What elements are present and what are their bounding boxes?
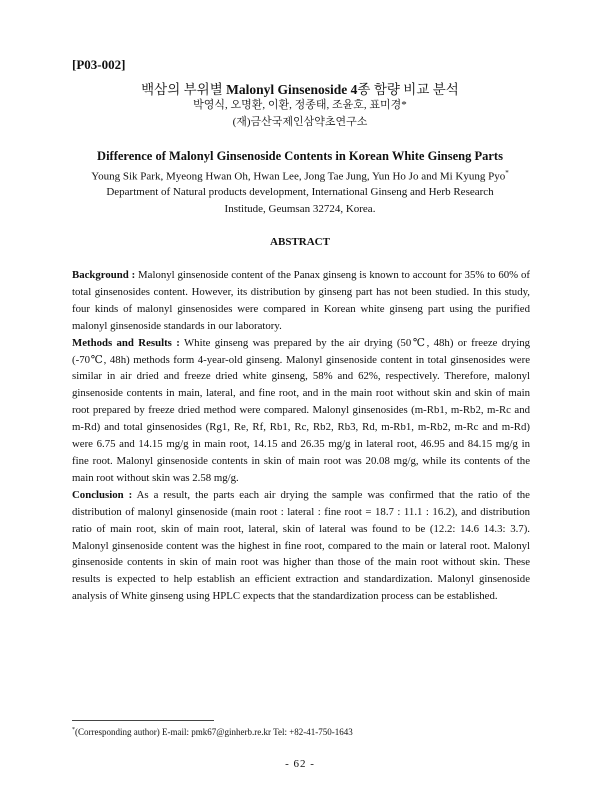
footnote-text: (Corresponding author) E-mail: pmk67@ginherb.re.kr Tel: +82-41-750-1643 xyxy=(75,727,353,737)
footnote xyxy=(72,727,353,737)
background-label: Background : xyxy=(72,269,136,281)
background-paragraph xyxy=(72,267,530,335)
english-affiliation-line2: Institude, Geumsan 32724, Korea. xyxy=(224,203,376,215)
conclusion-paragraph xyxy=(72,487,530,605)
conclusion-text: As a result, the parts each air drying the sample was confirmed that the ratio of the distribution of malonyl ginsenoside (main root : lateral : fine root = 18.7 : 11.1 : 16.2), and distribution ratio of main root, skin of main root, lateral, skin of lateral was found to be (12.2: 14.6 14.3: 3.7). Malonyl ginsenoside content was the highest in fine root, compared to the main or lateral root. Malonyl ginsenoside contents in skin of main root was higher than those of the main root without skin. These results is expected to help establish an efficient extraction and standardization. Malonyl ginsenoside analysis of White ginseng using HPLC expects that the standardization process can be established. xyxy=(72,488,530,603)
poster-code: [P03-002] xyxy=(72,57,126,72)
methods-label: Methods and Results : xyxy=(72,336,180,349)
english-title: Difference of Malonyl Ginsenoside Contents in Korean White Ginseng Parts xyxy=(97,149,503,163)
english-affiliation-line1: Department of Natural products development, International Ginseng and Herb Research xyxy=(106,186,494,198)
korean-title-pre: 백삼의 부위별 xyxy=(141,82,227,97)
korean-title xyxy=(0,78,600,98)
korean-title-bold: Malonyl Ginsenoside 4 xyxy=(226,82,358,97)
abstract-body xyxy=(72,267,530,605)
corresponding-mark: * xyxy=(505,169,509,177)
english-authors xyxy=(0,169,600,183)
korean-affiliation: (재)금산국제인삼약초연구소 xyxy=(232,116,368,128)
korean-title-post: 종 함량 비교 분석 xyxy=(357,82,459,97)
footnote-divider xyxy=(72,720,214,721)
background-text: Malonyl ginsenoside content of the Panax ginseng is known to account for 35% to 60% of total ginsenosides content. However, its distribution by ginseng part has not been studied. In this study, four kinds of malonyl ginsenosides were compared in Korean white ginseng part using the purified malonyl ginsenoside standards in our laboratory. xyxy=(72,269,530,332)
conclusion-label: Conclusion : xyxy=(72,488,133,501)
footnote-mark: * xyxy=(72,727,75,733)
methods-paragraph xyxy=(72,335,530,487)
english-authors-names: Young Sik Park, Myeong Hwan Oh, Hwan Lee, Jong Tae Jung, Yun Ho Jo and Mi Kyung Pyo xyxy=(91,170,506,183)
abstract-heading: ABSTRACT xyxy=(270,236,330,248)
page-number: - 62 - xyxy=(285,758,315,770)
korean-authors: 박영식, 오명환, 이환, 정종태, 조윤호, 표미경* xyxy=(193,99,407,111)
methods-text: White ginseng was prepared by the air drying (50℃, 48h) or freeze drying (-70℃, 48h) methods form 4-year-old ginseng. Malonyl ginsenoside content in total ginsenosides were similar in air dried and freeze dried white ginseng, 58% and 62%, respectively. Therefore, malonyl ginsenoside contents in main, lateral, and fine root, and in the main root without skin and skin of main root prepared by freeze dried method were compared. Malonyl ginsenosides (m-Rb1, m-Rb2, m-Rc and m-Rd) and total ginsenosides (Rg1, Re, Rf, Rb1, Rc, Rb2, Rb3, Rd, m-Rb1, m-Rb2, m-Rc and m-Rd) were 6.75 and 14.15 mg/g in main root, 14.15 and 26.35 mg/g in lateral root, 46.95 and 84.15 mg/g in fine root. Malonyl ginsenoside contents in skin of main root was 20.08 mg/g, while its contents of the main root without skin was 2.58 mg/g. xyxy=(72,336,530,484)
